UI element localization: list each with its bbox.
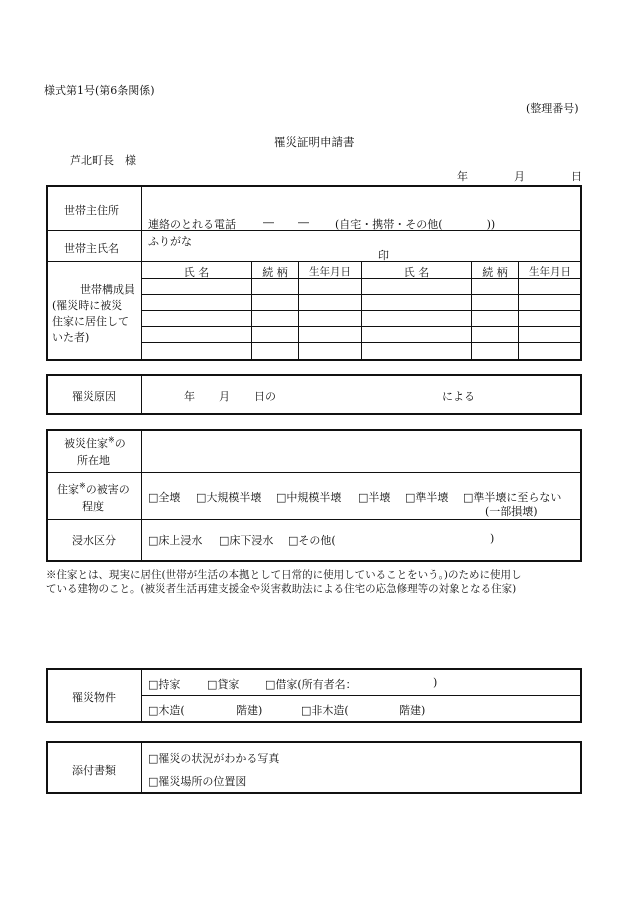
col-birth-2: 生年月日 <box>529 266 571 278</box>
owner-name-close: ) <box>433 676 438 689</box>
damage-level-label-2: 程度 <box>82 500 104 513</box>
flood-other-close: ) <box>490 532 495 545</box>
addressee: 芦北町長 様 <box>70 154 136 167</box>
col-name: 氏 名 <box>183 266 210 279</box>
damage-level-label-1: 住家※の被害の <box>57 481 130 496</box>
checkbox-above-floor[interactable]: □床上浸水 <box>148 534 203 547</box>
members-label-4: いた者) <box>52 331 90 344</box>
cause-by: による <box>442 390 475 403</box>
checkbox-damage-photo[interactable]: □罹災の状況がわかる写真 <box>148 752 280 765</box>
contact-phone-label: 連絡のとれる電話 <box>148 218 236 231</box>
checkbox-below-floor[interactable]: □床下浸水 <box>219 534 274 547</box>
date-day: 日 <box>571 170 582 183</box>
address-label: 世帯主住所 <box>64 204 119 217</box>
location-label-2: 所在地 <box>77 454 110 467</box>
attachments-table <box>46 741 582 794</box>
location-field[interactable] <box>143 432 579 470</box>
date-month: 月 <box>514 170 525 183</box>
col-name-2: 氏 名 <box>403 266 430 279</box>
checkbox-location-map[interactable]: □罹災場所の位置図 <box>148 775 247 788</box>
note-line-1: ※住家とは、現実に居住(世帯が生活の本拠として日常的に使用していることをいう。)のために使用し <box>46 569 522 581</box>
name-label: 世帯主氏名 <box>64 242 119 255</box>
checkbox-half[interactable]: □半壊 <box>358 491 391 504</box>
checkbox-partial[interactable]: □準半壊に至らない <box>463 491 562 504</box>
checkbox-non-wooden[interactable]: □非木造( <box>301 704 349 717</box>
checkbox-semi-half[interactable]: □準半壊 <box>405 491 449 504</box>
flood-label: 浸水区分 <box>72 534 116 547</box>
cause-field[interactable] <box>143 377 579 412</box>
property-label: 罹災物件 <box>72 691 116 704</box>
serial-number: (整理番号) <box>526 102 579 115</box>
col-relation: 続 柄 <box>262 266 288 279</box>
location-label-1: 被災住家※の <box>64 435 126 450</box>
cause-day: 日の <box>254 390 276 403</box>
col-birth: 生年月日 <box>309 266 351 278</box>
cause-label: 罹災原因 <box>72 390 116 403</box>
checkbox-large-half[interactable]: □大規模半壊 <box>196 491 262 504</box>
name-field[interactable] <box>143 232 579 260</box>
note-line-2: ている建物のこと。(被災者生活再建支援金や災害救助法による住宅の応急修理等の対象となる住家) <box>46 583 517 595</box>
phone-dash-1: ― <box>263 216 274 229</box>
non-wooden-floors: 階建) <box>399 704 426 717</box>
phone-type[interactable]: (自宅・携帯・その他( )) <box>335 218 496 231</box>
phone-dash-2: ― <box>298 216 309 229</box>
partial-damage-note: (一部損壊) <box>485 505 538 518</box>
checkbox-medium-half[interactable]: □中規模半壊 <box>276 491 342 504</box>
checkbox-flood-other[interactable]: □その他( <box>288 534 336 547</box>
form-number: 様式第1号(第6条関係) <box>44 84 155 97</box>
furigana-label: ふりがな <box>148 235 192 248</box>
address-field[interactable] <box>143 188 579 214</box>
date-year: 年 <box>457 170 468 183</box>
checkbox-own-house[interactable]: □持家 <box>148 678 181 691</box>
checkbox-leased-house[interactable]: □借家(所有者名： <box>265 678 357 691</box>
checkbox-rental-house[interactable]: □貸家 <box>207 678 240 691</box>
page-title: 罹災証明申請書 <box>274 135 355 149</box>
checkbox-full-collapse[interactable]: □全壊 <box>148 491 181 504</box>
col-relation-2: 続 柄 <box>482 266 508 279</box>
cause-month: 月 <box>219 390 230 403</box>
members-label-1: 世帯構成員 <box>80 283 135 296</box>
attachments-label: 添付書類 <box>72 764 116 777</box>
wooden-floors: 階建) <box>236 704 263 717</box>
seal-mark: 印 <box>378 249 389 262</box>
cause-year: 年 <box>184 390 195 403</box>
members-label-2: (罹災時に被災 <box>52 299 123 312</box>
members-label-3: 住家に居住して <box>52 315 129 328</box>
checkbox-wooden[interactable]: □木造( <box>148 704 185 717</box>
